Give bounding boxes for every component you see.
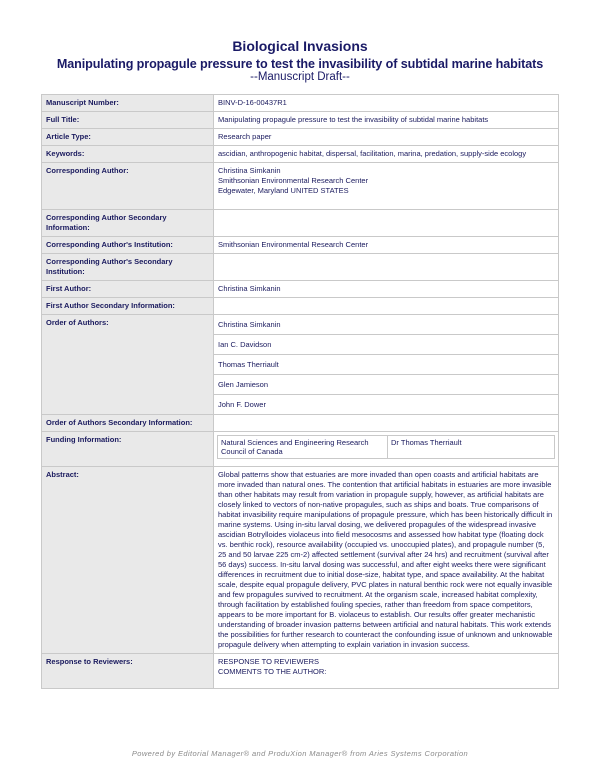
- label-abstract: Abstract:: [42, 467, 214, 654]
- author-2: Ian C. Davidson: [214, 334, 558, 354]
- funder-name: Natural Sciences and Engineering Research Council of Canada: [218, 436, 388, 458]
- author-5: John F. Dower: [214, 394, 558, 414]
- value-full-title: Manipulating propagule pressure to test the invasibility of subtidal marine habitats: [214, 112, 559, 129]
- label-funding: Funding Information:: [42, 432, 214, 467]
- row-corr-secondary-institution: [42, 254, 559, 281]
- row-first-author-secondary: [42, 298, 559, 315]
- row-keywords: [42, 146, 559, 163]
- label-response: Response to Reviewers:: [42, 654, 214, 689]
- value-corr-secondary-info: [214, 210, 559, 237]
- value-corr-secondary-institution: [214, 254, 559, 281]
- label-full-title: Full Title:: [42, 112, 214, 129]
- corr-author-location: Edgewater, Maryland UNITED STATES: [218, 186, 349, 195]
- label-manuscript-number: Manuscript Number:: [42, 95, 214, 112]
- label-article-type: Article Type:: [42, 129, 214, 146]
- author-3: Thomas Therriault: [214, 354, 558, 374]
- label-keywords: Keywords:: [42, 146, 214, 163]
- row-abstract: [42, 467, 559, 654]
- label-corr-secondary-info: Corresponding Author Secondary Information:: [42, 210, 214, 237]
- corr-author-org: Smithsonian Environmental Research Center: [218, 176, 369, 185]
- value-corr-institution: Smithsonian Environmental Research Center: [214, 237, 559, 254]
- author-4: Glen Jamieson: [214, 374, 558, 394]
- label-first-author-secondary: First Author Secondary Information:: [42, 298, 214, 315]
- row-manuscript-number: [42, 95, 559, 112]
- value-abstract: Global patterns show that estuaries are more invaded than open coasts and artificial habitats are more invaded than natural ones. The contention that artificial habitats in estuaries are more invasible than other habitats may result from variation in propagule supply, however, as artificial habitats are closely linked to vectors of non-native propagules, such as ships and boats. True comparisons of habitat invasibility require manipulations of propagule pressure, which has been historically difficult in marine systems. Using in-situ larval dosing, we delivered propagules of the widespread invasive ascidian Botrylloides violaceus into field mesocosms and assessed how habitat type (floating dock vs. benthic rock), resource availability (occupied vs. unoccupied plates), and propagule number (5, 25 and 50 larvae 225 cm-2) affected settlement (survival after 24 hrs) and recruitment (survival after 56 days) success. In-situ larval dosing was successful, and after eight weeks there were significant differences in recruitment due to initial dose-size, habitat type, and space availability. At the habitat scale, despite equal propagule delivery, PVC plates in natural benthic rock were not equally invasible and few propagules survived to recruitment. At the organism scale, increased habitat complexity, through facilitation by established fouling species, rather than freedom from space competitors, appears to be more important for B. violaceus to establish. Our results offer greater mechanistic understanding of broader invasion patterns between artificial and natural habitats. This work extends the possibilities for further research to counteract the confounding issue of unknown and unknowable propagule delivery when attempting to explain variation in invasion success.: [214, 467, 559, 654]
- label-corr-institution: Corresponding Author's Institution:: [42, 237, 214, 254]
- label-corresponding-author: Corresponding Author:: [42, 163, 214, 210]
- value-order-of-authors: [214, 315, 559, 415]
- label-first-author: First Author:: [42, 281, 214, 298]
- row-article-type: [42, 129, 559, 146]
- row-response: [42, 654, 559, 689]
- row-corr-institution: [42, 237, 559, 254]
- row-order-secondary: [42, 415, 559, 432]
- row-full-title: [42, 112, 559, 129]
- value-response: [214, 654, 559, 689]
- author-1: Christina Simkanin: [218, 320, 281, 329]
- manuscript-title: Manipulating propagule pressure to test the invasibility of subtidal marine habitats: [56, 57, 544, 71]
- value-first-author: Christina Simkanin: [214, 281, 559, 298]
- journal-title: Biological Invasions: [232, 38, 368, 54]
- value-manuscript-number: BINV-D-16-00437R1: [214, 95, 559, 112]
- label-order-of-authors: Order of Authors:: [42, 315, 214, 415]
- value-funding: [214, 432, 559, 467]
- row-corresponding-author: [42, 163, 559, 210]
- footer-credit: Powered by Editorial Manager® and ProduXion Manager® from Aries Systems Corporation: [131, 749, 469, 758]
- corr-author-name: Christina Simkanin: [218, 166, 281, 175]
- value-article-type: Research paper: [214, 129, 559, 146]
- label-order-secondary: Order of Authors Secondary Information:: [42, 415, 214, 432]
- label-corr-secondary-institution: Corresponding Author's Secondary Institution:: [42, 254, 214, 281]
- draft-label: --Manuscript Draft--: [250, 71, 350, 83]
- row-funding: [42, 432, 559, 467]
- value-corresponding-author: [214, 163, 559, 210]
- funding-recipient: Dr Thomas Therriault: [391, 438, 462, 447]
- response-line-1: RESPONSE TO REVIEWERS: [218, 657, 319, 666]
- value-first-author-secondary: [214, 298, 559, 315]
- row-first-author: [42, 281, 559, 298]
- response-line-2: COMMENTS TO THE AUTHOR:: [218, 667, 327, 676]
- funding-entry: [217, 435, 555, 459]
- value-keywords: ascidian, anthropogenic habitat, dispersal, facilitation, marina, predation, supply-side ecology: [214, 146, 559, 163]
- row-order-of-authors: [42, 315, 559, 415]
- value-order-secondary: [214, 415, 559, 432]
- row-corr-secondary-info: [42, 210, 559, 237]
- manuscript-details-table: [41, 94, 559, 689]
